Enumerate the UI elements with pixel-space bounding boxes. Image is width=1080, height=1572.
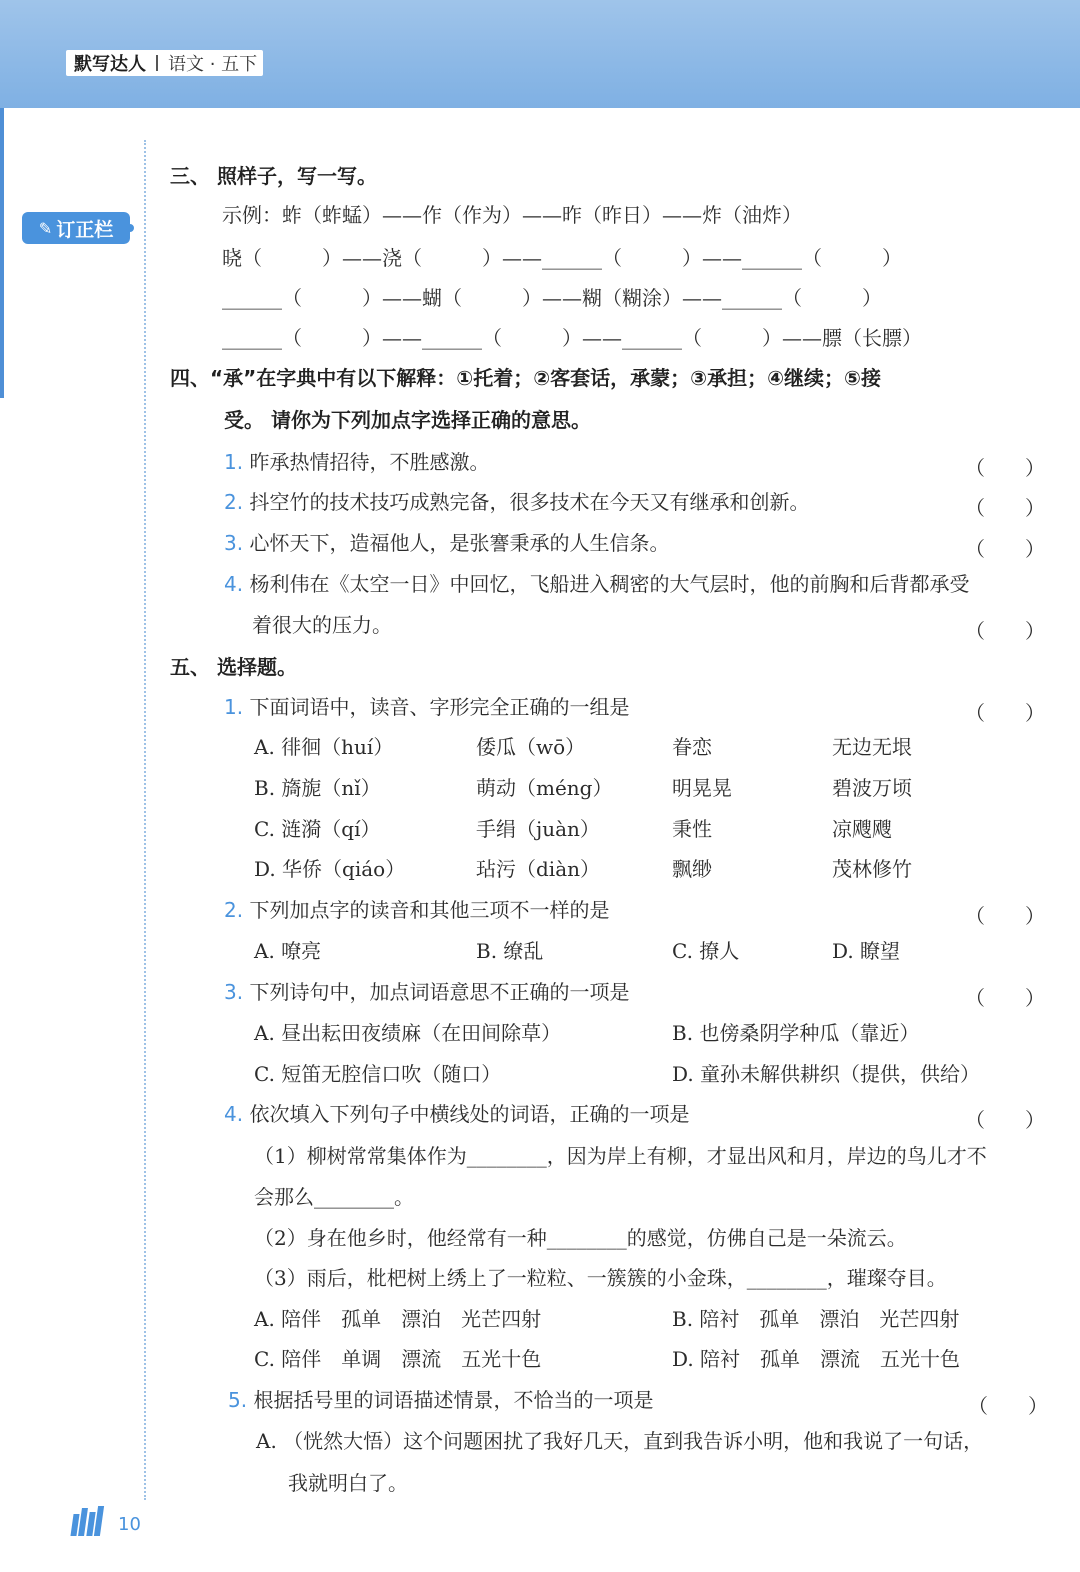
margin-dotted-line <box>144 140 146 1500</box>
q4-sentence-2: （2）身在他乡时，他经常有一种________的感觉，仿佛自己是一朵流云。 <box>254 1226 907 1250</box>
question-number: 1. <box>224 695 244 719</box>
question-number: 5. <box>228 1388 248 1412</box>
q1-option-a-1: A. 徘徊（huí） <box>254 735 394 759</box>
q1-option-c-1: C. 涟漪（qí） <box>254 817 381 841</box>
q5-option-a-line2: 我就明白了。 <box>288 1471 408 1495</box>
answer-paren[interactable]: （ ） <box>965 1108 1045 1132</box>
q1-option-d-4: 茂林修竹 <box>832 857 912 881</box>
q1-option-c-4: 凉飕飕 <box>832 817 892 841</box>
q4-option-d: D. 陪衬 孤单 漂流 五光十色 <box>672 1347 961 1371</box>
answer-paren[interactable]: （ ） <box>965 986 1045 1010</box>
answer-paren[interactable]: （ ） <box>965 496 1045 520</box>
q1-option-b-1: B. 旖旎（nǐ） <box>254 776 381 800</box>
q1-option-d-3: 飘缈 <box>672 857 712 881</box>
q5-stem <box>228 1390 653 1410</box>
q4-sentence-1b: 会那么________。 <box>254 1185 414 1209</box>
question-text: 依次填入下列句子中横线处的词语，正确的一项是 <box>249 1102 690 1126</box>
q1-option-d-1: D. 华侨（qiáo） <box>254 857 406 881</box>
section4-item-1 <box>224 452 489 472</box>
answer-paren[interactable]: （ ） <box>965 701 1045 725</box>
question-text: 下列加点字的读音和其他三项不一样的是 <box>249 898 610 922</box>
q1-option-c-3: 秉性 <box>672 817 712 841</box>
item-text: 杨利伟在《太空一日》中回忆，飞船进入稠密的大气层时，他的前胸和后背都承受 <box>249 572 970 596</box>
item-number: 2. <box>224 490 244 514</box>
q1-stem <box>224 697 629 717</box>
q3-option-b: B. 也傍桑阴学种瓜（靠近） <box>672 1021 920 1045</box>
question-text: 下面词语中，读音、字形完全正确的一组是 <box>249 695 630 719</box>
q2-option-b: B. 缭乱 <box>476 939 544 963</box>
q4-option-b: B. 陪衬 孤单 漂泊 光芒四射 <box>672 1307 960 1331</box>
q2-option-d: D. 瞭望 <box>832 939 901 963</box>
pencil-icon: ✎ <box>38 218 53 238</box>
title-divider <box>156 55 158 71</box>
question-number: 3. <box>224 980 244 1004</box>
section3-example: 示例：蚱（蚱蜢）——作（作为）——昨（昨日）——炸（油炸） <box>222 203 802 227</box>
q2-stem <box>224 900 609 920</box>
q2-option-c: C. 撩人 <box>672 939 740 963</box>
question-number: 2. <box>224 898 244 922</box>
section4-item-2 <box>224 492 809 512</box>
q1-option-a-4: 无边无垠 <box>832 735 912 759</box>
q4-sentence-3: （3）雨后，枇杷树上绣上了一粒粒、一簇簇的小金珠，________，璀璨夺目。 <box>254 1266 947 1290</box>
answer-paren[interactable]: （ ） <box>965 537 1045 561</box>
section4-title-line1: 四、“承”在字典中有以下解释：①托着；②客套话，承蒙；③承担；④继续；⑤接 <box>170 366 881 390</box>
q1-option-d-2: 玷污（diàn） <box>476 857 601 881</box>
left-edge-bar <box>0 108 4 398</box>
q4-sentence-1a: （1）柳树常常集体作为________，因为岸上有柳，才显出风和月，岸边的鸟儿才不 <box>254 1144 987 1168</box>
item-number: 1. <box>224 450 244 474</box>
q5-option-a-line1: A. （恍然大悟）这个问题困扰了我好几天，直到我告诉小明，他和我说了一句话， <box>256 1429 984 1453</box>
answer-paren[interactable]: （ ） <box>965 456 1045 480</box>
q1-option-b-4: 碧波万顷 <box>832 776 912 800</box>
q4-option-c: C. 陪伴 单调 漂流 五光十色 <box>254 1347 542 1371</box>
question-number: 4. <box>224 1102 244 1126</box>
question-text: 根据括号里的词语描述情景，不恰当的一项是 <box>253 1388 654 1412</box>
item-text: 心怀天下，造福他人，是张謇秉承的人生信条。 <box>249 531 670 555</box>
q1-option-b-2: 萌动（méng） <box>476 776 613 800</box>
item-text: 抖空竹的技术技巧成熟完备，很多技术在今天又有继承和创新。 <box>249 490 810 514</box>
q1-option-b-3: 明晃晃 <box>672 776 732 800</box>
q3-option-c: C. 短笛无腔信口吹（随口） <box>254 1062 502 1086</box>
q3-option-a: A. 昼出耘田夜绩麻（在田间除草） <box>254 1021 562 1045</box>
item-number: 3. <box>224 531 244 555</box>
q4-stem <box>224 1104 689 1124</box>
q3-option-d: D. 童孙未解供耕织（提供，供给） <box>672 1062 981 1086</box>
section4-item-3 <box>224 533 669 553</box>
section3-row2: ______（ ）——蝴（ ）——糊（糊涂）——______（ ） <box>222 286 882 310</box>
section3-row1: 晓（ ）——浇（ ）——______（ ）——______（ ） <box>222 246 902 270</box>
correction-tab <box>22 212 130 244</box>
q1-option-c-2: 手绢（juàn） <box>476 817 600 841</box>
section4-title-line2: 受。 请你为下列加点字选择正确的意思。 <box>224 408 591 432</box>
item-text: 昨承热情招待，不胜感激。 <box>249 450 490 474</box>
correction-tab-label: 订正栏 <box>56 218 114 241</box>
tab-dot <box>126 224 134 232</box>
book-title-badge <box>66 50 263 76</box>
section3-title: 三、 照样子，写一写。 <box>170 164 377 188</box>
answer-paren[interactable]: （ ） <box>965 619 1045 643</box>
book-subject: 语文 · 五下 <box>168 54 258 75</box>
item-number: 4. <box>224 572 244 596</box>
q4-option-a: A. 陪伴 孤单 漂泊 光芒四射 <box>254 1307 542 1331</box>
answer-paren[interactable]: （ ） <box>968 1394 1048 1418</box>
answer-paren[interactable]: （ ） <box>965 904 1045 928</box>
section3-row3: ______（ ）——______（ ）——______（ ）——膘（长膘） <box>222 326 922 350</box>
page-number: 10 <box>118 1514 141 1535</box>
q2-option-a: A. 嘹亮 <box>254 939 322 963</box>
book-name: 默写达人 <box>74 54 146 75</box>
books-icon <box>72 1506 104 1536</box>
section5-title: 五、 选择题。 <box>170 655 297 679</box>
section4-item-4 <box>224 574 969 594</box>
q1-option-a-3: 眷恋 <box>672 735 712 759</box>
q3-stem <box>224 982 629 1002</box>
q1-option-a-2: 倭瓜（wō） <box>476 735 586 759</box>
section4-item-4-cont: 着很大的压力。 <box>252 613 392 637</box>
question-text: 下列诗句中，加点词语意思不正确的一项是 <box>249 980 630 1004</box>
